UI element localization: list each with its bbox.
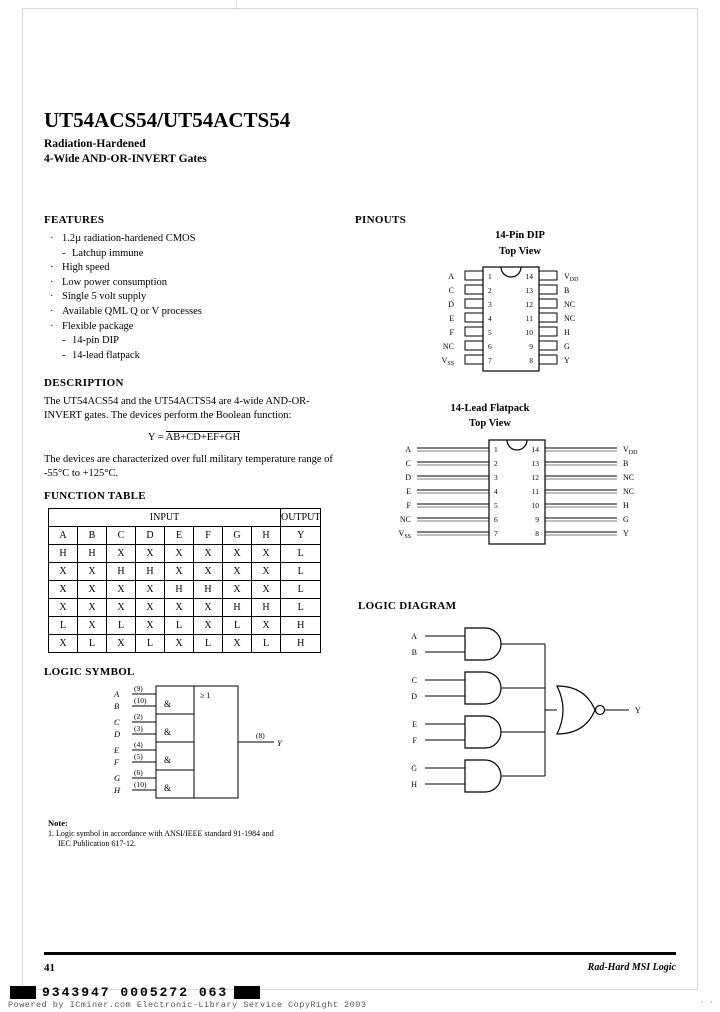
cell: L xyxy=(223,617,252,635)
cell: X xyxy=(136,599,165,617)
powered-by-text: Powered by ICminer.com Electronic-Library Service CopyRight 2003 xyxy=(8,1000,367,1010)
feature-label: High speed xyxy=(62,262,110,274)
dip-pin-10: 10 xyxy=(525,328,533,337)
dip-right-label-8: Y xyxy=(564,356,570,365)
flatpack-left-label-4: E xyxy=(406,487,411,496)
cell: X xyxy=(252,563,281,581)
dip-pin-11: 11 xyxy=(525,314,533,323)
cell: H xyxy=(107,563,136,581)
dip-right-label-11: NC xyxy=(564,314,576,323)
boolean-function xyxy=(44,432,344,443)
formula-prefix: Y = xyxy=(147,432,166,443)
list-item xyxy=(48,290,338,305)
cell: L xyxy=(78,635,107,653)
cell: H xyxy=(49,545,78,563)
cell: L xyxy=(107,617,136,635)
logic-symbol-output-pin: (8) xyxy=(256,731,265,740)
flatpack-left-label-2: C xyxy=(405,459,411,468)
and-symbol-3: & xyxy=(164,755,172,765)
flatpack-pin-10: 10 xyxy=(531,501,539,510)
cell: X xyxy=(78,563,107,581)
bullet-icon: · xyxy=(50,305,54,317)
description-paragraph-1: The UT54ACS54 and the UT54ACTS54 are 4-wide AND-OR-INVERT gates. The devices perform the Boolean function: xyxy=(44,396,310,421)
dip-left-label-3: D xyxy=(448,300,454,309)
dash-icon: - xyxy=(62,349,66,361)
flatpack-package-diagram xyxy=(395,435,655,555)
subtitle-radiation-hardened: Radiation-Hardened xyxy=(44,138,146,150)
logic-diagram-input-D: D xyxy=(411,692,417,701)
col-header: C xyxy=(107,527,136,545)
cell: H xyxy=(281,617,321,635)
cell: H xyxy=(223,599,252,617)
barcode-strip xyxy=(10,985,260,1000)
cell: L xyxy=(252,635,281,653)
cell: X xyxy=(107,635,136,653)
cell: L xyxy=(136,635,165,653)
dip-pin-9: 9 xyxy=(529,342,533,351)
list-item xyxy=(48,305,338,320)
dip-pin-7: 7 xyxy=(488,356,492,365)
list-item xyxy=(48,261,338,276)
flatpack-pin-14: 14 xyxy=(531,445,539,454)
cell: X xyxy=(194,563,223,581)
table-row xyxy=(49,617,321,635)
table-row xyxy=(49,581,321,599)
features-heading: FEATURES xyxy=(44,214,105,226)
list-item xyxy=(48,247,338,262)
dip-right-label-13: B xyxy=(564,286,570,295)
flatpack-right-label-9: G xyxy=(623,515,629,524)
flatpack-left-label-1: A xyxy=(405,445,411,454)
page-title: UT54ACS54/UT54ACTS54 xyxy=(44,108,291,132)
flatpack-title-line2: Top View xyxy=(469,418,511,429)
table-header-group-row xyxy=(49,509,321,527)
cell: X xyxy=(194,545,223,563)
logic-symbol-output-label: Y xyxy=(277,738,282,748)
flatpack-pin-11: 11 xyxy=(531,487,539,496)
dip-left-label-2: C xyxy=(448,286,454,295)
cell: X xyxy=(107,599,136,617)
logic-symbol-pin-D: (3) xyxy=(134,724,143,733)
cell: X xyxy=(194,617,223,635)
cell: X xyxy=(107,581,136,599)
cell: H xyxy=(136,563,165,581)
flatpack-pin-6: 6 xyxy=(494,515,498,524)
logic-diagram xyxy=(405,620,665,820)
dash-icon: - xyxy=(62,335,66,347)
dip-left-label-5: F xyxy=(449,328,454,337)
input-group-header: INPUT xyxy=(49,509,281,527)
cell: X xyxy=(107,545,136,563)
dip-left-label-1: A xyxy=(448,272,454,281)
dip-right-label-14: $V_{DD}$ xyxy=(564,272,579,283)
logic-symbol-pin-G: (6) xyxy=(134,768,143,777)
cell: X xyxy=(136,581,165,599)
and-symbol-4: & xyxy=(164,783,172,793)
function-table xyxy=(48,508,321,653)
description-heading: DESCRIPTION xyxy=(44,377,124,389)
logic-symbol-pin-F: (5) xyxy=(134,752,143,761)
flatpack-pin-9: 9 xyxy=(535,515,539,524)
bullet-icon: · xyxy=(50,276,54,288)
barcode-block-left xyxy=(10,986,36,999)
cell: X xyxy=(78,617,107,635)
note-line-2: IEC Publication 617-12. xyxy=(58,839,136,848)
list-item xyxy=(48,276,338,291)
logic-diagram-output-Y: Y xyxy=(635,706,641,715)
dip-pin-4: 4 xyxy=(488,314,492,323)
logic-symbol-diagram xyxy=(88,680,348,825)
feature-label: 1.2µ radiation-hardened CMOS xyxy=(62,233,196,244)
cell: X xyxy=(252,545,281,563)
and-symbol-2: & xyxy=(164,727,172,737)
dip-left-label-7: $V_{SS}$ xyxy=(441,356,454,367)
logic-diagram-input-A: A xyxy=(411,632,417,641)
col-header: B xyxy=(78,527,107,545)
col-header: E xyxy=(165,527,194,545)
logic-symbol-pin-H: (10) xyxy=(134,780,147,789)
logic-symbol-pin-E: (4) xyxy=(134,740,143,749)
bullet-icon: · xyxy=(50,291,54,303)
cell: L xyxy=(281,545,321,563)
table-row xyxy=(49,635,321,653)
flatpack-pin-5: 5 xyxy=(494,501,498,510)
function-table-heading: FUNCTION TABLE xyxy=(44,490,146,502)
output-group-header: OUTPUT xyxy=(281,509,321,527)
logic-symbol-pin-C: (2) xyxy=(134,712,143,721)
cell: L xyxy=(194,635,223,653)
table-header-row xyxy=(49,527,321,545)
scan-corner-mark: · · xyxy=(699,998,714,1007)
cell: L xyxy=(281,581,321,599)
feature-label: Flexible package xyxy=(62,320,134,332)
cell: X xyxy=(194,599,223,617)
cell: X xyxy=(252,617,281,635)
cell: X xyxy=(223,545,252,563)
bullet-icon: · xyxy=(50,320,54,332)
note-line-1: 1. Logic symbol in accordance with ANSI/IEEE standard 91-1984 and xyxy=(48,829,274,838)
logic-symbol-pin-A: (9) xyxy=(134,684,143,693)
cell: X xyxy=(49,599,78,617)
cell: X xyxy=(49,563,78,581)
logic-diagram-heading: LOGIC DIAGRAM xyxy=(358,600,457,612)
cell: H xyxy=(252,599,281,617)
flatpack-pin-13: 13 xyxy=(531,459,539,468)
flatpack-pin-4: 4 xyxy=(494,487,498,496)
dip-pin-12: 12 xyxy=(525,300,533,309)
subtitle-gate-type: 4-Wide AND-OR-INVERT Gates xyxy=(44,153,207,165)
dip-pin-3: 3 xyxy=(488,300,492,309)
dip-title-line1: 14-Pin DIP xyxy=(495,230,545,241)
col-header: F xyxy=(194,527,223,545)
table-row xyxy=(49,563,321,581)
flatpack-pin-2: 2 xyxy=(494,459,498,468)
flatpack-left-label-5: F xyxy=(406,501,411,510)
feature-sub-label: 14-pin DIP xyxy=(72,335,119,347)
flatpack-left-label-3: D xyxy=(405,473,411,482)
feature-label: Low power consumption xyxy=(62,276,167,288)
dip-pin-8: 8 xyxy=(529,356,533,365)
flatpack-pin-7: 7 xyxy=(494,529,498,538)
cell: H xyxy=(165,581,194,599)
flatpack-right-label-11: NC xyxy=(623,487,635,496)
logic-diagram-input-H: H xyxy=(411,780,417,789)
col-header: D xyxy=(136,527,165,545)
feature-sub-label: Latchup immune xyxy=(72,247,144,259)
col-header: G xyxy=(223,527,252,545)
flatpack-title-line1: 14-Lead Flatpack xyxy=(450,403,530,414)
logic-symbol-input-E: E xyxy=(114,745,120,755)
dip-pin-2: 2 xyxy=(488,286,492,295)
dash-icon: - xyxy=(62,247,66,259)
and-symbol-1: & xyxy=(164,699,172,709)
dip-left-label-4: E xyxy=(449,314,454,323)
or-symbol: ≥ 1 xyxy=(200,691,211,700)
dip-right-label-12: NC xyxy=(564,300,576,309)
note-heading: Note: xyxy=(48,818,68,828)
cell: H xyxy=(194,581,223,599)
top-tick-mark: | xyxy=(236,0,238,9)
dip-pin-6: 6 xyxy=(488,342,492,351)
dip-package-diagram xyxy=(418,262,628,382)
table-row xyxy=(49,599,321,617)
dip-right-label-10: H xyxy=(564,328,570,337)
cell: H xyxy=(281,635,321,653)
cell: L xyxy=(49,617,78,635)
dip-right-label-9: G xyxy=(564,342,570,351)
logic-symbol-input-H: H xyxy=(114,785,121,795)
cell: X xyxy=(223,635,252,653)
cell: X xyxy=(78,581,107,599)
logic-symbol-input-F: F xyxy=(114,757,120,767)
col-header: Y xyxy=(281,527,321,545)
flatpack-right-label-13: B xyxy=(623,459,629,468)
cell: X xyxy=(165,545,194,563)
cell: X xyxy=(165,635,194,653)
logic-symbol-input-C: C xyxy=(114,717,120,727)
formula-overlined-term: AB+CD+EF+GH xyxy=(165,432,241,443)
flatpack-pin-3: 3 xyxy=(494,473,498,482)
dip-title-line2: Top View xyxy=(499,246,541,257)
note-block xyxy=(48,818,348,849)
dip-pin-1: 1 xyxy=(488,272,492,281)
cell: H xyxy=(78,545,107,563)
dip-pin-5: 5 xyxy=(488,328,492,337)
cell: X xyxy=(136,545,165,563)
cell: X xyxy=(165,599,194,617)
barcode-block-right xyxy=(234,986,260,999)
cell: X xyxy=(165,563,194,581)
logic-diagram-input-E: E xyxy=(412,720,417,729)
logic-diagram-input-B: B xyxy=(411,648,417,657)
dip-pin-14: 14 xyxy=(525,272,533,281)
table-row xyxy=(49,545,321,563)
dip-left-label-6: NC xyxy=(442,342,454,351)
cell: L xyxy=(281,599,321,617)
cell: L xyxy=(281,563,321,581)
cell: X xyxy=(223,581,252,599)
flatpack-left-label-7: $V_{SS}$ xyxy=(398,529,411,540)
cell: X xyxy=(136,617,165,635)
footer-category: Rad-Hard MSI Logic xyxy=(587,962,676,973)
logic-diagram-input-C: C xyxy=(411,676,417,685)
flatpack-right-label-12: NC xyxy=(623,473,635,482)
page-number: 41 xyxy=(44,962,55,974)
list-item xyxy=(48,349,338,364)
footer-rule xyxy=(44,952,676,955)
cell: X xyxy=(223,563,252,581)
description-paragraph-2: The devices are characterized over full military temperature range of -55°C to +125°C. xyxy=(44,454,333,479)
cell: X xyxy=(78,599,107,617)
feature-label: Available QML Q or V processes xyxy=(62,305,202,317)
list-item xyxy=(48,320,338,335)
logic-symbol-heading: LOGIC SYMBOL xyxy=(44,666,135,678)
features-list xyxy=(48,232,338,363)
list-item xyxy=(48,232,338,247)
cell: X xyxy=(49,581,78,599)
col-header: A xyxy=(49,527,78,545)
logic-symbol-input-A: A xyxy=(114,689,120,699)
bullet-icon: · xyxy=(50,233,54,244)
flatpack-pin-12: 12 xyxy=(531,473,539,482)
flatpack-pin-1: 1 xyxy=(494,445,498,454)
logic-symbol-input-G: G xyxy=(114,773,121,783)
bullet-icon: · xyxy=(50,262,54,274)
dip-pin-13: 13 xyxy=(525,286,533,295)
flatpack-left-label-6: NC xyxy=(399,515,411,524)
logic-diagram-input-F: F xyxy=(412,736,417,745)
flatpack-right-label-10: H xyxy=(623,501,629,510)
logic-diagram-input-G: G xyxy=(411,764,417,773)
cell: X xyxy=(49,635,78,653)
col-header: H xyxy=(252,527,281,545)
feature-sub-label: 14-lead flatpack xyxy=(72,349,140,361)
cell: X xyxy=(252,581,281,599)
feature-label: Single 5 volt supply xyxy=(62,291,147,303)
flatpack-right-label-8: Y xyxy=(623,529,629,538)
logic-symbol-input-B: B xyxy=(114,701,120,711)
logic-symbol-input-D: D xyxy=(114,729,121,739)
barcode-number: 9343947 0005272 063 xyxy=(42,985,229,1000)
flatpack-right-label-14: $V_{DD}$ xyxy=(623,445,638,456)
flatpack-pin-8: 8 xyxy=(535,529,539,538)
logic-symbol-pin-B: (10) xyxy=(134,696,147,705)
pinouts-heading: PINOUTS xyxy=(355,214,406,226)
cell: L xyxy=(165,617,194,635)
list-item xyxy=(48,334,338,349)
